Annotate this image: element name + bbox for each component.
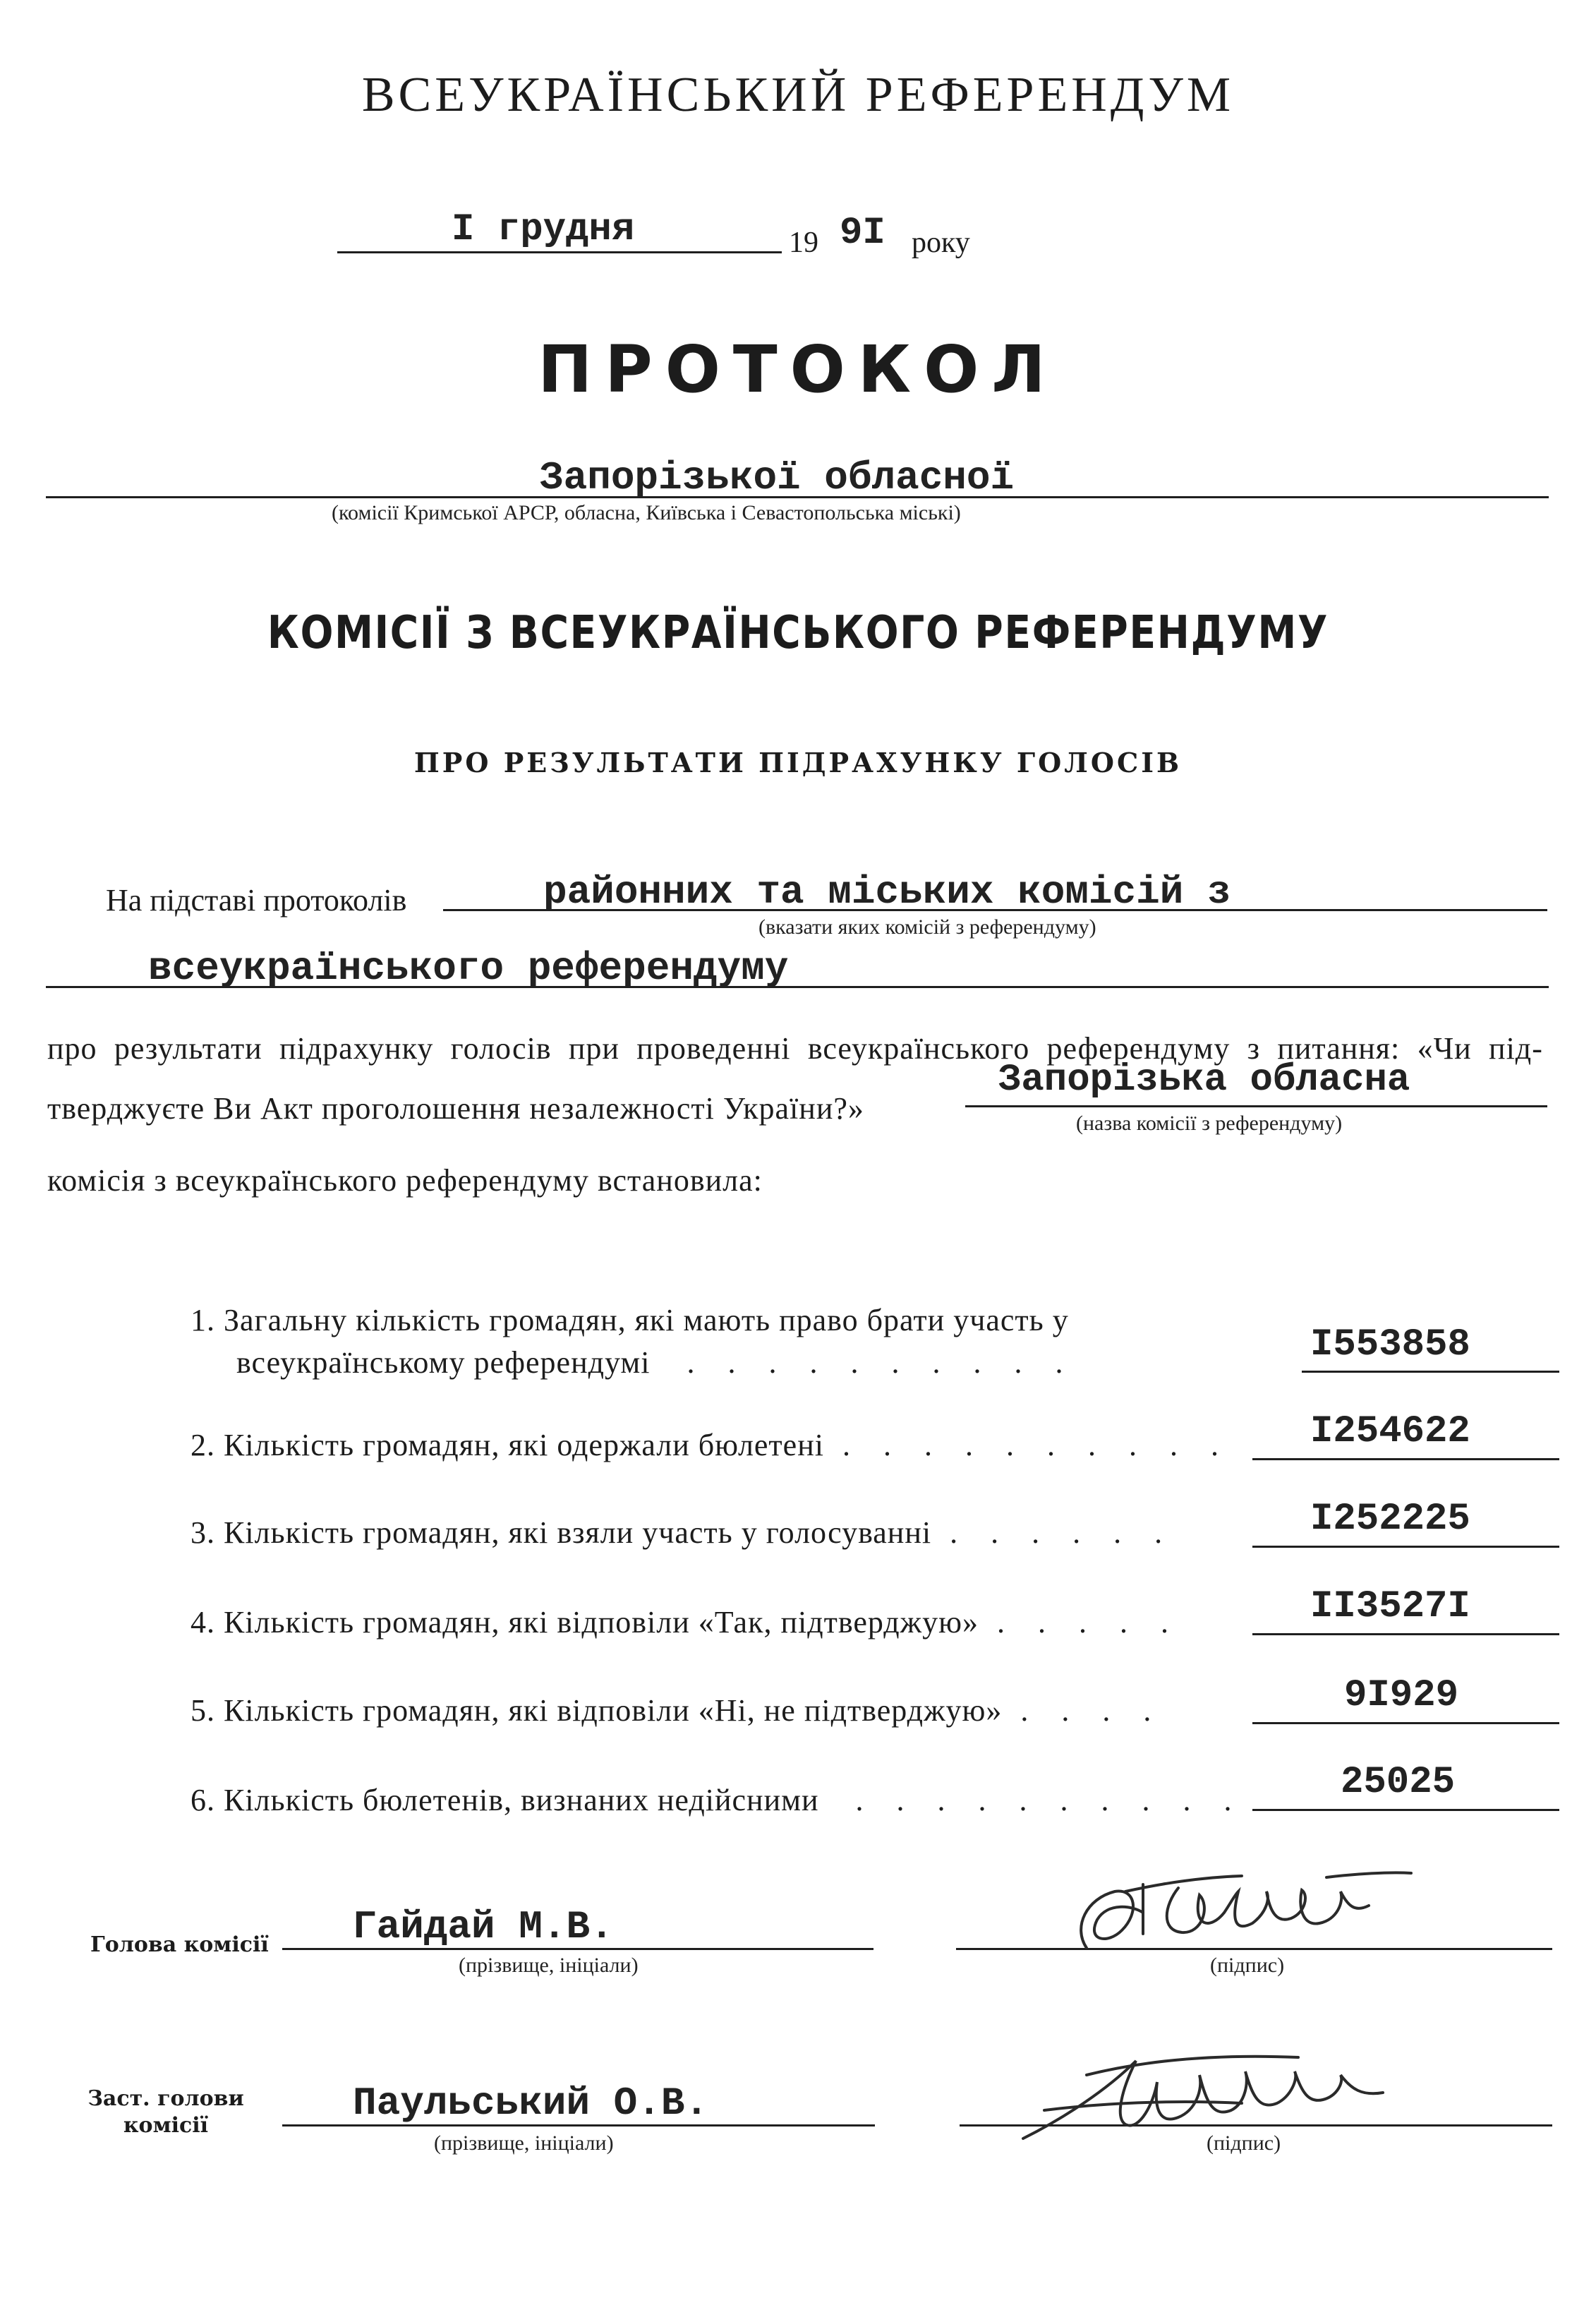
item-6-underline (1252, 1809, 1559, 1811)
item-4-underline (1252, 1633, 1559, 1635)
commission-name-value: Запорізька обласна (998, 1059, 1410, 1102)
word: проведенні (636, 1031, 791, 1066)
item-6-label (191, 1782, 1245, 1818)
commission-hint: (комісії Кримської АРСР, обласна, Київська і Севастопольська міські) (332, 501, 961, 524)
paragraph-line3: комісія з всеукраїнського референдуму встановила: (47, 1163, 763, 1198)
date-day-month: I грудня (452, 208, 635, 251)
item-3-label-text: 3. Кількість громадян, які взяли участь у голосуванні (191, 1515, 932, 1550)
date-year: 9I (840, 212, 885, 255)
date-century: 19 (789, 227, 818, 259)
item-5-label-text: 5. Кількість громадян, які відповіли «Ні, не підтверджую» (191, 1693, 1003, 1728)
word: референдуму (1046, 1031, 1231, 1066)
leader-dots: . . . . (1020, 1693, 1164, 1728)
word: всеукраїнського (807, 1031, 1030, 1066)
word: «Чи (1417, 1031, 1472, 1066)
leader-dots: . . . . . . . . . . (855, 1783, 1245, 1817)
item-1-value: I553858 (1310, 1323, 1470, 1366)
deputy-signature-hint: (підпис) (1207, 2131, 1281, 2155)
basis-underline-2 (46, 986, 1549, 988)
deputy-name-hint: (прізвище, ініціали) (434, 2131, 614, 2155)
chair-signature-icon (1058, 1863, 1425, 1969)
deputy-role-label: Заст. голови комісії (87, 2086, 244, 2138)
item-6-value: 25025 (1341, 1761, 1456, 1804)
basis-label: На підставі протоколів (106, 883, 407, 918)
commission-name: Запорізької обласної (540, 455, 1015, 500)
commission-name-hint: (назва комісії з референдуму) (1076, 1112, 1343, 1135)
item-5-value: 9I929 (1344, 1674, 1459, 1717)
item-2-label (191, 1427, 1231, 1463)
leader-dots: . . . . . . (950, 1515, 1175, 1550)
item-4-label-text: 4. Кількість громадян, які відповіли «Так, підтверджую» (191, 1605, 979, 1640)
deputy-name-underline (282, 2124, 875, 2126)
basis-value-line1: районних та міських комісій з (543, 870, 1231, 915)
item-2-value: I254622 (1310, 1410, 1470, 1453)
item-1-label-line1: 1. Загальну кількість громадян, які мають право брати участь у (191, 1303, 1069, 1337)
word: підрахунку (279, 1031, 434, 1066)
item-4-value: II3527I (1310, 1585, 1470, 1628)
leader-dots: . . . . . (996, 1605, 1181, 1640)
deputy-signature-icon (1002, 2033, 1397, 2160)
chair-signature-hint: (підпис) (1210, 1954, 1285, 1977)
basis-hint: (вказати яких комісій з референдуму) (758, 915, 1096, 939)
basis-value-line2: всеукраїнського референдуму (148, 946, 789, 991)
chair-name-underline (282, 1948, 873, 1950)
paragraph-line2: тверджуєте Ви Акт проголошення незалежності України?» (47, 1091, 864, 1126)
chair-role-label: Голова комісії (90, 1932, 269, 1957)
results-heading: ПРО РЕЗУЛЬТАТИ ПІДРАХУНКУ ГОЛОСІВ (413, 747, 1183, 778)
leader-dots: . . . . . . . . . . (687, 1345, 1076, 1380)
deputy-name: Паульський О.В. (353, 2081, 709, 2126)
item-3-value: I252225 (1310, 1498, 1470, 1541)
commission-name-underline (965, 1105, 1547, 1107)
item-5-underline (1252, 1722, 1559, 1724)
header-title: ВСЕУКРАЇНСЬКИЙ РЕФЕРЕНДУМ (361, 68, 1235, 122)
item-2-label-text: 2. Кількість громадян, які одержали бюлетені (191, 1428, 824, 1462)
protocol-title: ПРОТОКОЛ (538, 332, 1058, 407)
commission-underline (46, 496, 1549, 498)
chair-name-hint: (прізвище, ініціали) (459, 1954, 639, 1977)
item-2-underline (1252, 1458, 1559, 1460)
item-1-label-text: всеукраїнському референдумі (236, 1345, 651, 1380)
item-3-label (191, 1515, 1175, 1551)
word: голосів (450, 1031, 552, 1066)
word: результати (114, 1031, 262, 1066)
item-1-label-line2 (236, 1345, 1076, 1380)
item-3-underline (1252, 1546, 1559, 1548)
basis-underline-1 (443, 909, 1547, 911)
date-underline (337, 251, 782, 253)
commission-heading: КОМІСІЇ З ВСЕУКРАЇНСЬКОГО РЕФЕРЕНДУМУ (267, 607, 1329, 659)
leader-dots: . . . . . . . . . . (842, 1428, 1231, 1462)
word: про (47, 1031, 97, 1066)
item-4-label (191, 1604, 1181, 1640)
item-1-underline (1302, 1371, 1559, 1373)
item-5-label (191, 1692, 1163, 1728)
date-suffix: року (912, 227, 970, 259)
word: питання: (1277, 1031, 1401, 1066)
word: з (1247, 1031, 1261, 1066)
item-6-label-text: 6. Кількість бюлетенів, визнаних недійсними (191, 1783, 819, 1817)
word: при (568, 1031, 619, 1066)
word: під- (1489, 1031, 1543, 1066)
chair-name: Гайдай М.В. (353, 1904, 614, 1949)
